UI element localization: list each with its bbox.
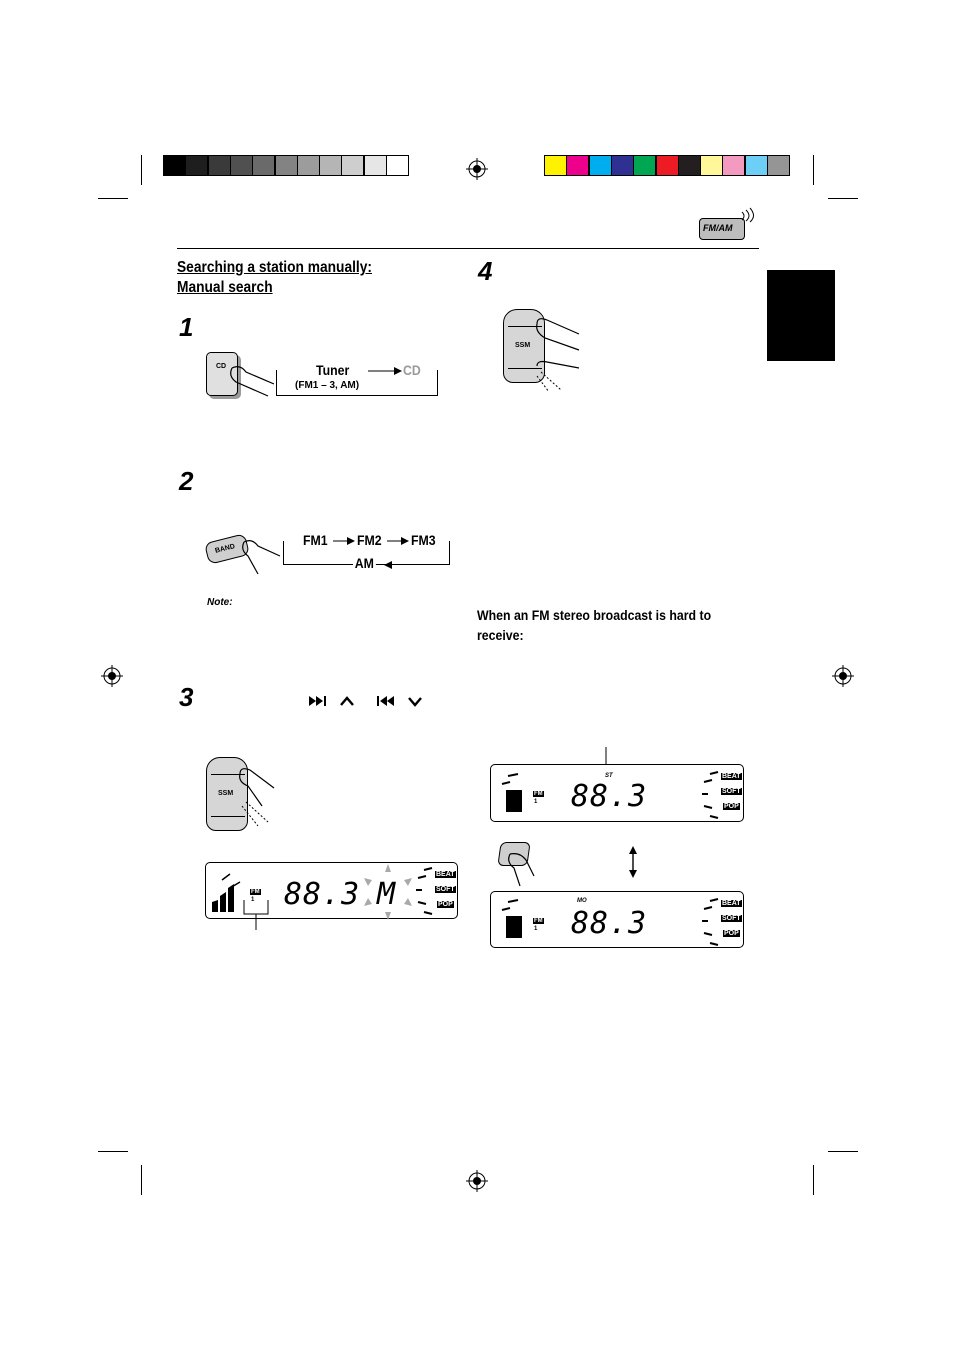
lcd-soft: SOFT: [436, 886, 455, 893]
color-swatch: [589, 155, 612, 176]
ssm-control-knob[interactable]: SSM: [206, 757, 248, 831]
band-am: AM: [354, 555, 374, 571]
gray-swatch: [386, 155, 409, 176]
signal-waves-icon: [740, 208, 756, 222]
finger-press-icon: [228, 362, 278, 402]
lcd-ticks-graphic: [700, 897, 722, 947]
lcd-fm-tag: FM: [251, 889, 260, 895]
note-label: Note:: [207, 597, 233, 608]
lcd-soft: SOFT: [722, 915, 741, 922]
gray-swatch: [208, 155, 231, 176]
gray-swatch: [341, 155, 364, 176]
lcd-band-number: 1: [534, 926, 538, 932]
gray-swatch: [297, 155, 320, 176]
color-swatch: [745, 155, 768, 176]
toggle-arrow-icon: [628, 846, 638, 878]
lcd-mo-indicator: MO: [577, 898, 587, 904]
fm-am-badge: FM/AM: [699, 218, 745, 240]
color-swatch: [722, 155, 745, 176]
lcd-st-indicator: ST: [605, 773, 613, 779]
fm-stereo-label: When an FM stereo broadcast is hard to: [477, 607, 712, 623]
color-swatch: [678, 155, 701, 176]
lcd-frequency: 88.3: [571, 906, 648, 941]
band-fm3: FM3: [411, 532, 436, 548]
registration-target-icon: [466, 1170, 488, 1192]
band-fm1: FM1: [303, 532, 328, 548]
callout-bracket: [242, 900, 272, 932]
lcd-pop: POP: [724, 930, 739, 937]
lcd-equalizer-graphic: [210, 872, 244, 914]
flow-cd: CD: [403, 362, 421, 378]
lcd-fm-tag: FM: [534, 791, 543, 797]
section-subheading: Manual search: [177, 279, 273, 296]
fm-stereo-label-cont: receive:: [477, 627, 524, 643]
header-rule: [177, 248, 759, 249]
language-tab: [767, 270, 835, 361]
color-swatch: [544, 155, 567, 176]
step-number-2: 2: [179, 466, 194, 496]
cd-button[interactable]: CD: [206, 352, 238, 396]
step-number-4: 4: [478, 256, 493, 286]
section-heading: Searching a station manually:: [177, 259, 372, 276]
registration-target-icon: [466, 158, 488, 180]
lcd-equalizer-graphic: [496, 772, 526, 816]
color-swatch: [611, 155, 634, 176]
lcd-beat: BEAT: [436, 871, 455, 878]
step-number-3: 3: [179, 682, 194, 712]
lcd-frequency: 88.3: [571, 779, 648, 814]
lcd-beat: BEAT: [722, 900, 741, 907]
color-swatch: [566, 155, 589, 176]
lcd-beat: BEAT: [722, 773, 741, 780]
skip-back-down-icon[interactable]: [377, 694, 425, 708]
lcd-equalizer-graphic: [496, 898, 526, 942]
color-swatch: [656, 155, 679, 176]
lcd-pop: POP: [438, 901, 453, 908]
color-swatch: [767, 155, 790, 176]
band-cycle-cover: [284, 540, 300, 550]
blink-rays-icon: [362, 864, 414, 920]
band-fm2: FM2: [357, 532, 382, 548]
arrow-left-icon: [384, 560, 406, 570]
lcd-fm-tag: FM: [534, 918, 543, 924]
gray-swatch: [252, 155, 275, 176]
registration-target-icon: [832, 665, 854, 687]
arrow-right-icon: [368, 366, 402, 376]
color-swatch: [633, 155, 656, 176]
gray-swatch: [163, 155, 186, 176]
lcd-band-number: 1: [251, 897, 255, 903]
gray-swatch: [319, 155, 342, 176]
band-button[interactable]: BAND: [204, 533, 250, 565]
lcd-mode-m: M: [377, 877, 397, 912]
lcd-band-number: 1: [534, 799, 538, 805]
finger-press-icon: [535, 316, 581, 392]
gray-swatch: [275, 155, 298, 176]
gray-swatch: [364, 155, 387, 176]
lcd-frequency: 88.3: [284, 877, 361, 912]
skip-forward-up-icon[interactable]: [309, 694, 357, 708]
color-swatch: [700, 155, 723, 176]
control-divider: [211, 816, 245, 817]
finger-press-icon: [238, 766, 278, 816]
gray-swatch: [230, 155, 253, 176]
flow-tuner: Tuner: [316, 362, 350, 378]
registration-target-icon: [101, 665, 123, 687]
flow-sub-label: (FM1 – 3, AM): [295, 380, 360, 391]
finger-press-icon: [506, 852, 536, 888]
lcd-ticks-graphic: [700, 770, 722, 820]
lcd-pop: POP: [724, 803, 739, 810]
ssm-control-knob[interactable]: SSM: [503, 309, 545, 383]
step-number-1: 1: [179, 312, 194, 342]
lcd-ticks-graphic: [414, 866, 436, 916]
lcd-soft: SOFT: [722, 788, 741, 795]
finger-press-icon: [240, 538, 284, 578]
gray-swatch: [185, 155, 208, 176]
